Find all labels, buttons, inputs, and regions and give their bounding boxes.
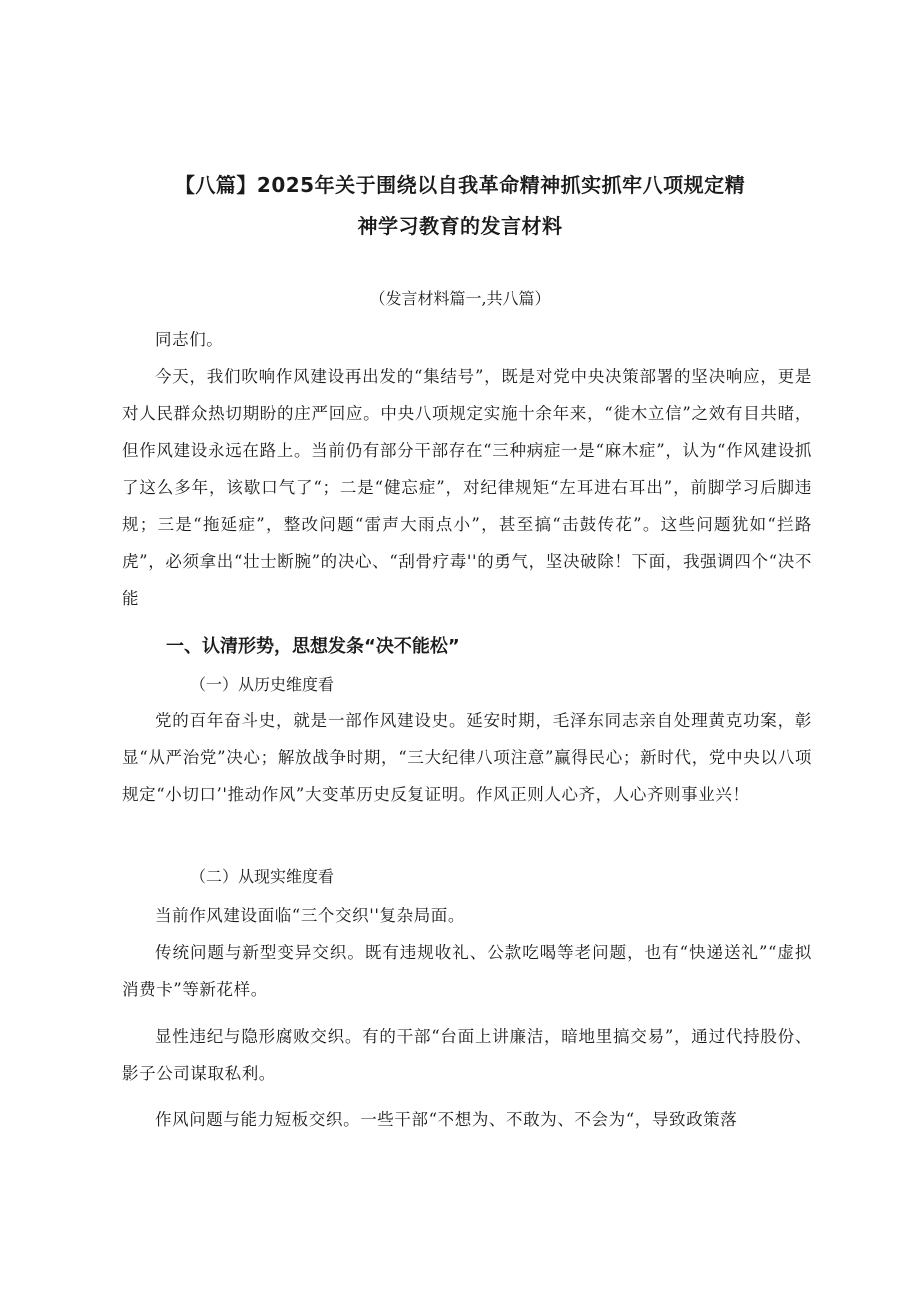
salutation: 同志们。: [155, 330, 224, 349]
subsection-2-paragraph-1: 当前作风建设面临“三个交织''复杂局面。: [155, 906, 466, 925]
subsection-1-heading: （一）从历史维度看: [190, 675, 335, 694]
section-1-heading: 一、认清形势，思想发条“决不能松”: [166, 636, 460, 657]
document-subtitle: （发言材料篇一,共八篇）: [369, 289, 551, 308]
subsection-2-paragraph-3: 显性违纪与隐形腐败交织。有的干部“台面上讲廉洁，暗地里搞交易”，通过代持股份、影子公司谋取私利。: [122, 1027, 812, 1083]
subsection-2-heading: （二）从现实维度看: [190, 867, 335, 886]
intro-paragraph: 今天，我们吹响作风建设再出发的“集结号”，既是对党中央决策部署的坚决响应，更是对人民群众热切期盼的庄严回应。中央八项规定实施十余年来，“徙木立信”之效有目共睹，但作风建设永远在路上。当前仍有部分干部存在“三种病症一是“麻木症”，认为“作风建设抓了这么多年，该歇口气了“；二是“健忘症”，对纪律规矩“左耳进右耳出”，前脚学习后脚违规；三是“拖延症”，整改问题“雷声大雨点小”，甚至搞“击鼓传花”。这些问题犹如“拦路虎”，必须拿出“壮士断腕”的决心、“刮骨疗毒''的勇气，坚决破除！下面，我强调四个“决不能: [122, 367, 812, 608]
subsection-2-paragraph-4: 作风问题与能力短板交织。一些干部“不想为、不敢为、不会为“，导致政策落: [155, 1110, 738, 1129]
document-title-line-2: 神学习教育的发言材料: [357, 214, 563, 238]
subsection-1-paragraph: 党的百年奋斗史，就是一部作风建设史。延安时期，毛泽东同志亲自处理黄克功案，彰显“从严治党”决心；解放战争时期，“三大纪律八项注意”赢得民心；新时代，党中央以八项规定“小切口’'推动作风”大变革历史反复证明。作风正则人心齐，人心齐则事业兴！: [122, 711, 812, 804]
subsection-2-paragraph-2: 传统问题与新型变异交织。既有违规收礼、公款吃喝等老问题，也有“快递送礼”“虚拟消费卡”等新花样。: [122, 943, 812, 999]
document-title-line-1: 【八篇】2025年关于围绕以自我革命精神抓实抓牢八项规定精: [174, 173, 746, 197]
